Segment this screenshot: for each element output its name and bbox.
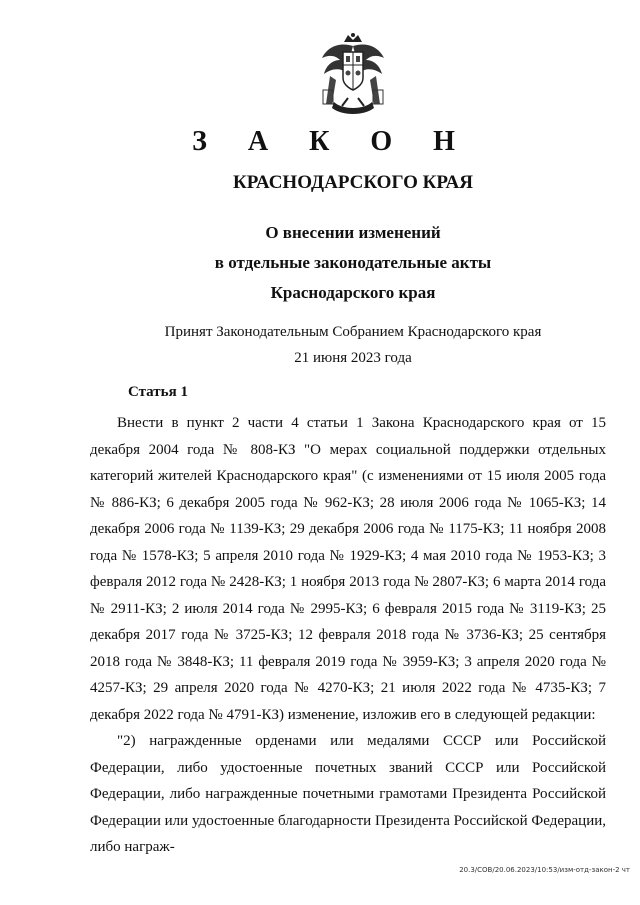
document-footer-code: 20.3/СОВ/20.06.2023/10:53/изм-отд-закон-2 чт bbox=[459, 866, 630, 874]
adoption-body: Принят Законодательным Собранием Краснодарского края bbox=[164, 324, 542, 340]
law-subject-line: Краснодарского края bbox=[270, 283, 436, 302]
law-subject-line: в отдельные законодательные акты bbox=[214, 253, 492, 272]
law-region-heading: КРАСНОДАРСКОГО КРАЯ bbox=[232, 172, 474, 193]
coat-of-arms-emblem bbox=[318, 32, 388, 118]
law-subject-line: О внесении изменений bbox=[265, 223, 441, 242]
adoption-info bbox=[0, 319, 640, 371]
article-paragraph: "2) награжденные орденами или медалями СССР или Российской Федерации, либо удостоенные почетных званий СССР или Российской Федерации, либо награжденные почетными грамотами Президента Российской Федерации или удостоенные благодарности Президента Российской Федерации, либо награж- bbox=[90, 733, 606, 855]
adoption-date: 21 июня 2023 года bbox=[294, 350, 412, 366]
law-title: З А К О Н bbox=[192, 126, 472, 157]
article-paragraph: Внести в пункт 2 части 4 статьи 1 Закона Краснодарского края от 15 декабря 2004 года № 808-КЗ "О мерах социальной поддержки отдельных категорий жителей Краснодарского края" (с изменениями от 15 июля 2005 года № 886-КЗ; 6 декабря 2005 года № 962-КЗ; 28 июля 2006 года № 1065-КЗ; 14 декабря 2006 года № 1139-КЗ; 29 декабря 2006 года № 1175-КЗ; 11 ноября 2008 года № 1578-КЗ; 5 апреля 2010 года № 1929-КЗ; 4 мая 2010 года № 1953-КЗ; 3 февраля 2012 года № 2428-КЗ; 1 ноября 2013 года № 2807-КЗ; 6 марта 2014 года № 2911-КЗ; 2 июля 2014 года № 2995-КЗ; 6 февраля 2015 года № 3119-КЗ; 25 декабря 2017 года № 3725-КЗ; 12 февраля 2018 года № 3736-КЗ; 25 сентября 2018 года № 3848-КЗ; 11 февраля 2019 года № 3959-КЗ; 3 апреля 2020 года № 4257-КЗ; 29 апреля 2020 года № 4270-КЗ; 21 июля 2022 года № 4735-КЗ; 7 декабря 2022 года № 4791-КЗ) изменение, изложив его в следующей редакции: bbox=[90, 415, 606, 723]
law-subject bbox=[0, 218, 640, 308]
article-title: Статья 1 bbox=[128, 384, 188, 400]
article-body bbox=[90, 410, 606, 861]
